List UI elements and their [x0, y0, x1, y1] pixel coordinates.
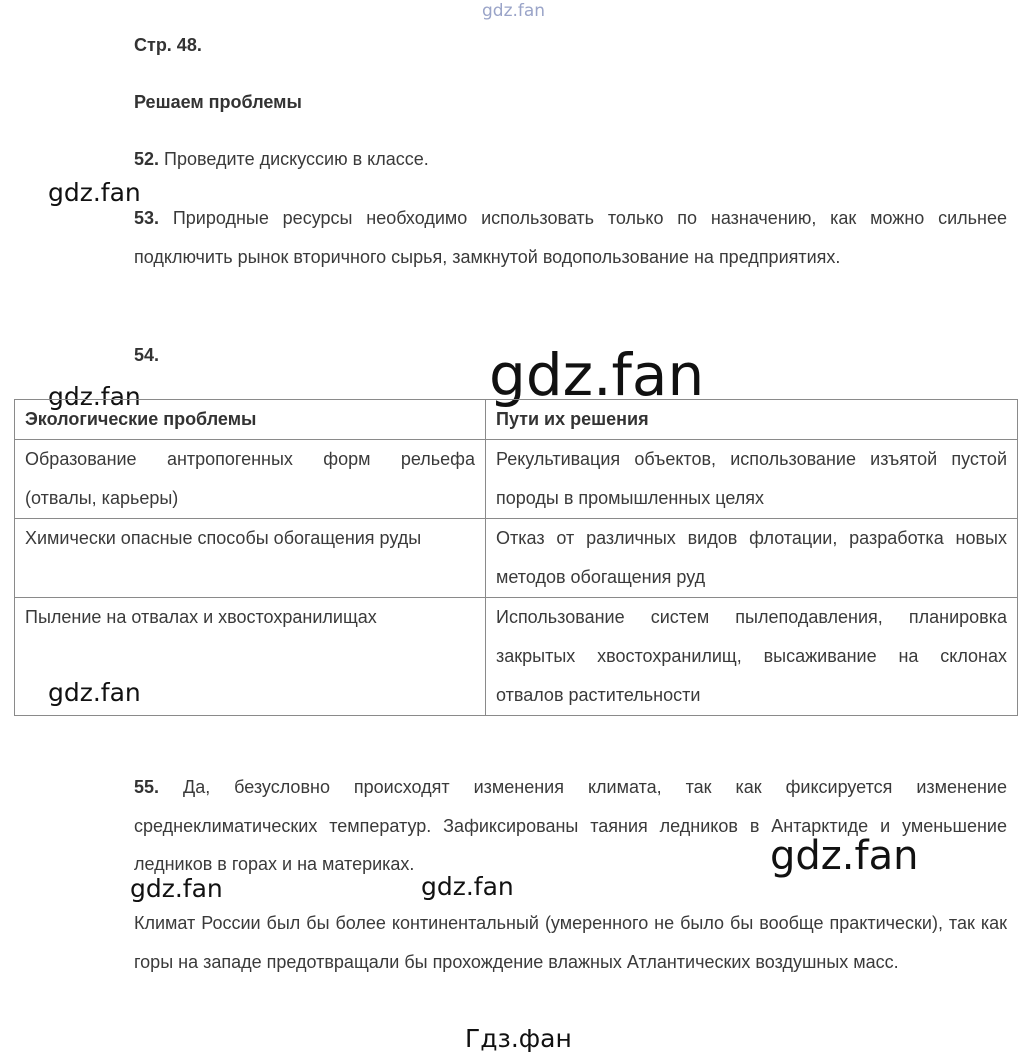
- page-number: Стр. 48.: [134, 35, 202, 55]
- task-55-number: 55.: [134, 777, 160, 797]
- watermark-left-3: gdz.fan: [48, 678, 141, 707]
- task-52-text: Проведите дискуссию в классе.: [164, 149, 429, 169]
- task-55-text-1: Да, безусловно происходят изменения климата, так как фиксируется изменение среднеклиматических температур. Зафиксированы таяния ледников в Антарктиде и уменьшение ледников в горах и на материках.: [134, 777, 1007, 874]
- task-53-number: 53.: [134, 208, 160, 228]
- task-54-number: 54.: [134, 345, 160, 365]
- table-cell-problem: Химически опасные способы обогащения руды: [15, 519, 486, 598]
- watermark-footer: Гдз.фан: [465, 1024, 572, 1053]
- eco-problems-table: [14, 399, 1018, 716]
- table-cell-solution: Использование систем пылеподавления, планировка закрытых хвостохранилищ, высаживание на склонах отвалов растительности: [486, 598, 1018, 716]
- table-cell-problem: Образование антропогенных форм рельефа (отвалы, карьеры): [15, 440, 486, 519]
- table-row: [15, 519, 1018, 598]
- table-header-solutions: Пути их решения: [486, 400, 1018, 440]
- watermark-center-big: gdz.fan: [489, 341, 705, 409]
- table-cell-problem: Пыление на отвалах и хвостохранилищах: [15, 598, 486, 716]
- task-52: [134, 140, 1010, 179]
- watermark-top: gdz.fan: [482, 1, 546, 21]
- table-header-problems: Экологические проблемы: [15, 400, 486, 440]
- watermark-right-mid: gdz.fan: [770, 833, 919, 879]
- table-cell-solution: Рекультивация объектов, использование изъятой пустой породы в промышленных целях: [486, 440, 1018, 519]
- task-53: [134, 199, 1007, 276]
- watermark-left-4: gdz.fan: [130, 874, 223, 903]
- task-55-continued: [134, 904, 1007, 981]
- watermark-left-1: gdz.fan: [48, 178, 141, 207]
- task-55-text-2: Климат России был бы более континентальный (умеренного не было бы вообще практически), так как горы на западе предотвращали бы прохождение влажных Атлантических воздушных масс.: [134, 913, 1007, 972]
- task-52-number: 52.: [134, 149, 160, 169]
- table-header-row: [15, 400, 1018, 440]
- task-54: [134, 336, 159, 375]
- watermark-center-4: gdz.fan: [421, 872, 514, 901]
- table-cell-solution: Отказ от различных видов флотации, разработка новых методов обогащения руд: [486, 519, 1018, 598]
- table-row: [15, 440, 1018, 519]
- section-heading: Решаем проблемы: [134, 92, 302, 112]
- watermark-left-2: gdz.fan: [48, 382, 141, 411]
- table-row: [15, 598, 1018, 716]
- task-53-text: Природные ресурсы необходимо использовать только по назначению, как можно сильнее подключить рынок вторичного сырья, замкнутой водопользование на предприятиях.: [134, 208, 1007, 267]
